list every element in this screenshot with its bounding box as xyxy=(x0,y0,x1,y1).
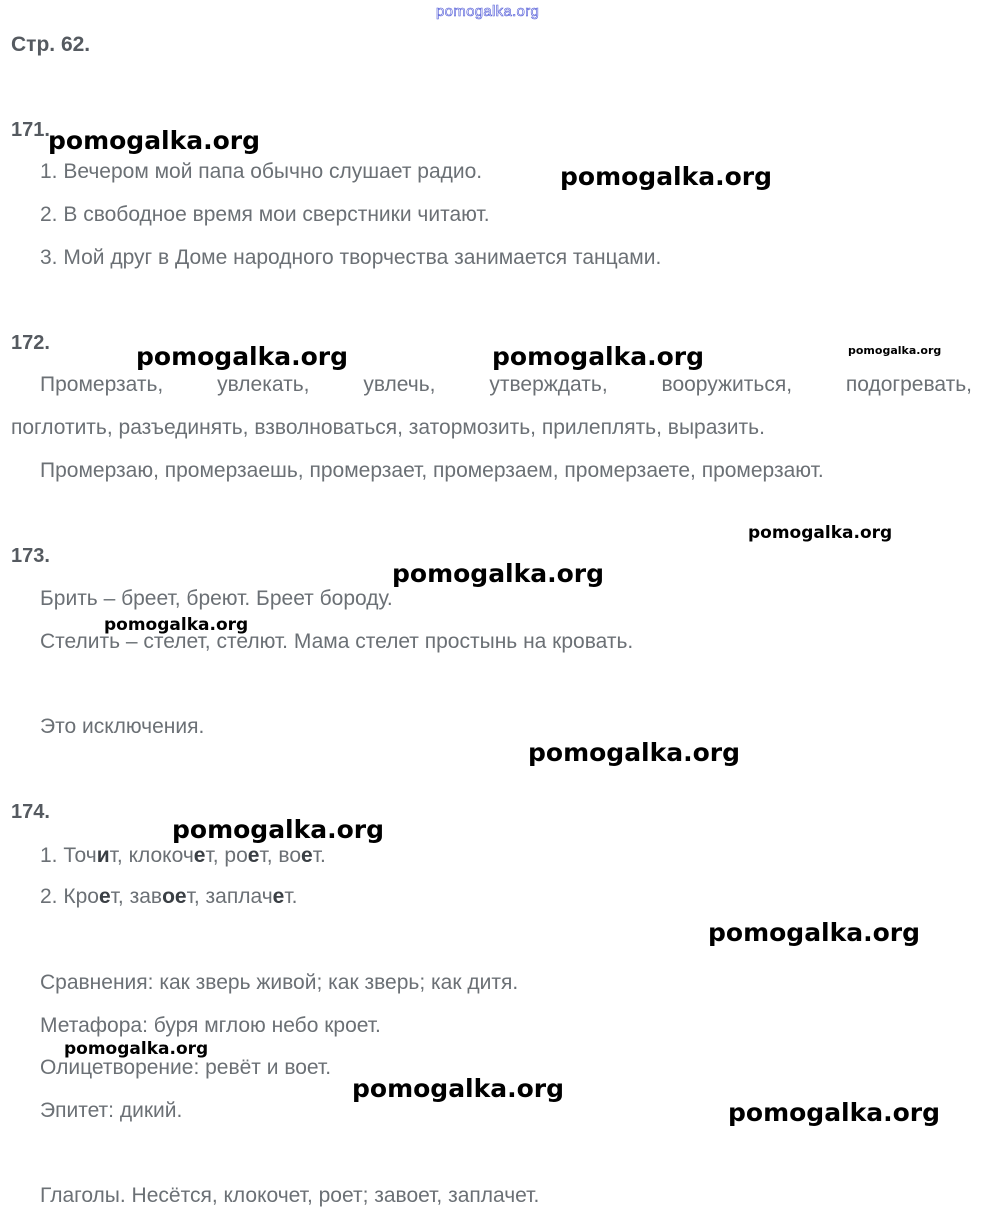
watermark: pomogalka.org xyxy=(352,1074,565,1103)
highlighted-letter: е xyxy=(301,844,313,867)
watermark: pomogalka.org xyxy=(48,126,261,155)
text: т, во xyxy=(259,844,302,867)
exercise-173-line-2: Стелить – стелет, стелют. Мама стелет простынь на кровать. xyxy=(40,630,634,653)
site-header-link[interactable]: pomogalka.org xyxy=(436,3,540,20)
watermark: pomogalka.org xyxy=(104,615,249,635)
watermark: pomogalka.org xyxy=(136,342,349,371)
exercise-172-line-3: Промерзаю, промерзаешь, промерзает, промерзаем, промерзаете, промерзают. xyxy=(40,459,824,482)
word: увлечь, xyxy=(363,373,436,396)
watermark: pomogalka.org xyxy=(492,342,705,371)
exercise-171-number: 171. xyxy=(11,119,50,141)
exercise-173-line-3: Это исключения. xyxy=(40,715,205,738)
text: т, зав xyxy=(110,885,163,908)
highlighted-letter: е xyxy=(272,885,285,908)
text: т. xyxy=(284,885,298,908)
word: увлекать, xyxy=(217,373,310,396)
word: вооружиться, xyxy=(661,373,793,396)
exercise-174-comparisons: Сравнения: как зверь живой; как зверь; как дитя. xyxy=(40,971,519,994)
watermark: pomogalka.org xyxy=(708,918,921,947)
exercise-172-line-2: поглотить, разъединять, взволноваться, затормозить, прилеплять, выразить. xyxy=(11,416,765,439)
exercise-174-epithet: Эпитет: дикий. xyxy=(40,1099,183,1122)
text: т, ро xyxy=(205,844,248,867)
watermark: pomogalka.org xyxy=(64,1039,209,1059)
text: 1. Точ xyxy=(40,844,97,867)
highlighted-letter: е xyxy=(98,885,111,908)
exercise-174-line-1 xyxy=(40,844,326,868)
exercise-174-number: 174. xyxy=(11,801,50,823)
watermark: pomogalka.org xyxy=(560,162,773,191)
word: утверждать, xyxy=(489,373,608,396)
exercise-171-line-3: 3. Мой друг в Доме народного творчества занимается танцами. xyxy=(40,246,662,269)
highlighted-letter: е xyxy=(247,844,260,867)
word: подогревать, xyxy=(845,373,972,396)
text: 2. Кро xyxy=(40,885,99,908)
text: т, клокоч xyxy=(109,844,194,867)
highlighted-letter: ое xyxy=(162,885,187,908)
exercise-174-line-2 xyxy=(40,885,297,909)
exercise-171-line-2: 2. В свободное время мои сверстники читают. xyxy=(40,203,490,226)
exercise-173-number: 173. xyxy=(11,545,50,567)
text: т. xyxy=(312,844,326,867)
watermark: pomogalka.org xyxy=(528,738,741,767)
exercise-172-line-1 xyxy=(40,373,972,397)
exercise-172-number: 172. xyxy=(11,332,50,354)
highlighted-letter: е xyxy=(193,844,206,867)
highlighted-letter: и xyxy=(96,844,110,867)
watermark: pomogalka.org xyxy=(172,815,385,844)
page-title: Стр. 62. xyxy=(11,33,91,56)
text: т, заплач xyxy=(186,885,273,908)
watermark: pomogalka.org xyxy=(728,1098,941,1127)
watermark: pomogalka.org xyxy=(748,523,893,543)
watermark: pomogalka.org xyxy=(392,559,605,588)
word: Промерзать, xyxy=(40,373,164,396)
exercise-174-personification: Олицетворение: ревёт и воет. xyxy=(40,1056,332,1079)
exercise-174-verbs: Глаголы. Несётся, клокочет, роет; завоет, заплачет. xyxy=(40,1184,540,1207)
exercise-171-line-1: 1. Вечером мой папа обычно слушает радио. xyxy=(40,160,483,183)
exercise-173-line-1: Брить – бреет, бреют. Бреет бороду. xyxy=(40,587,393,610)
watermark: pomogalka.org xyxy=(848,344,942,357)
exercise-174-metaphor: Метафора: буря мглою небо кроет. xyxy=(40,1014,381,1037)
